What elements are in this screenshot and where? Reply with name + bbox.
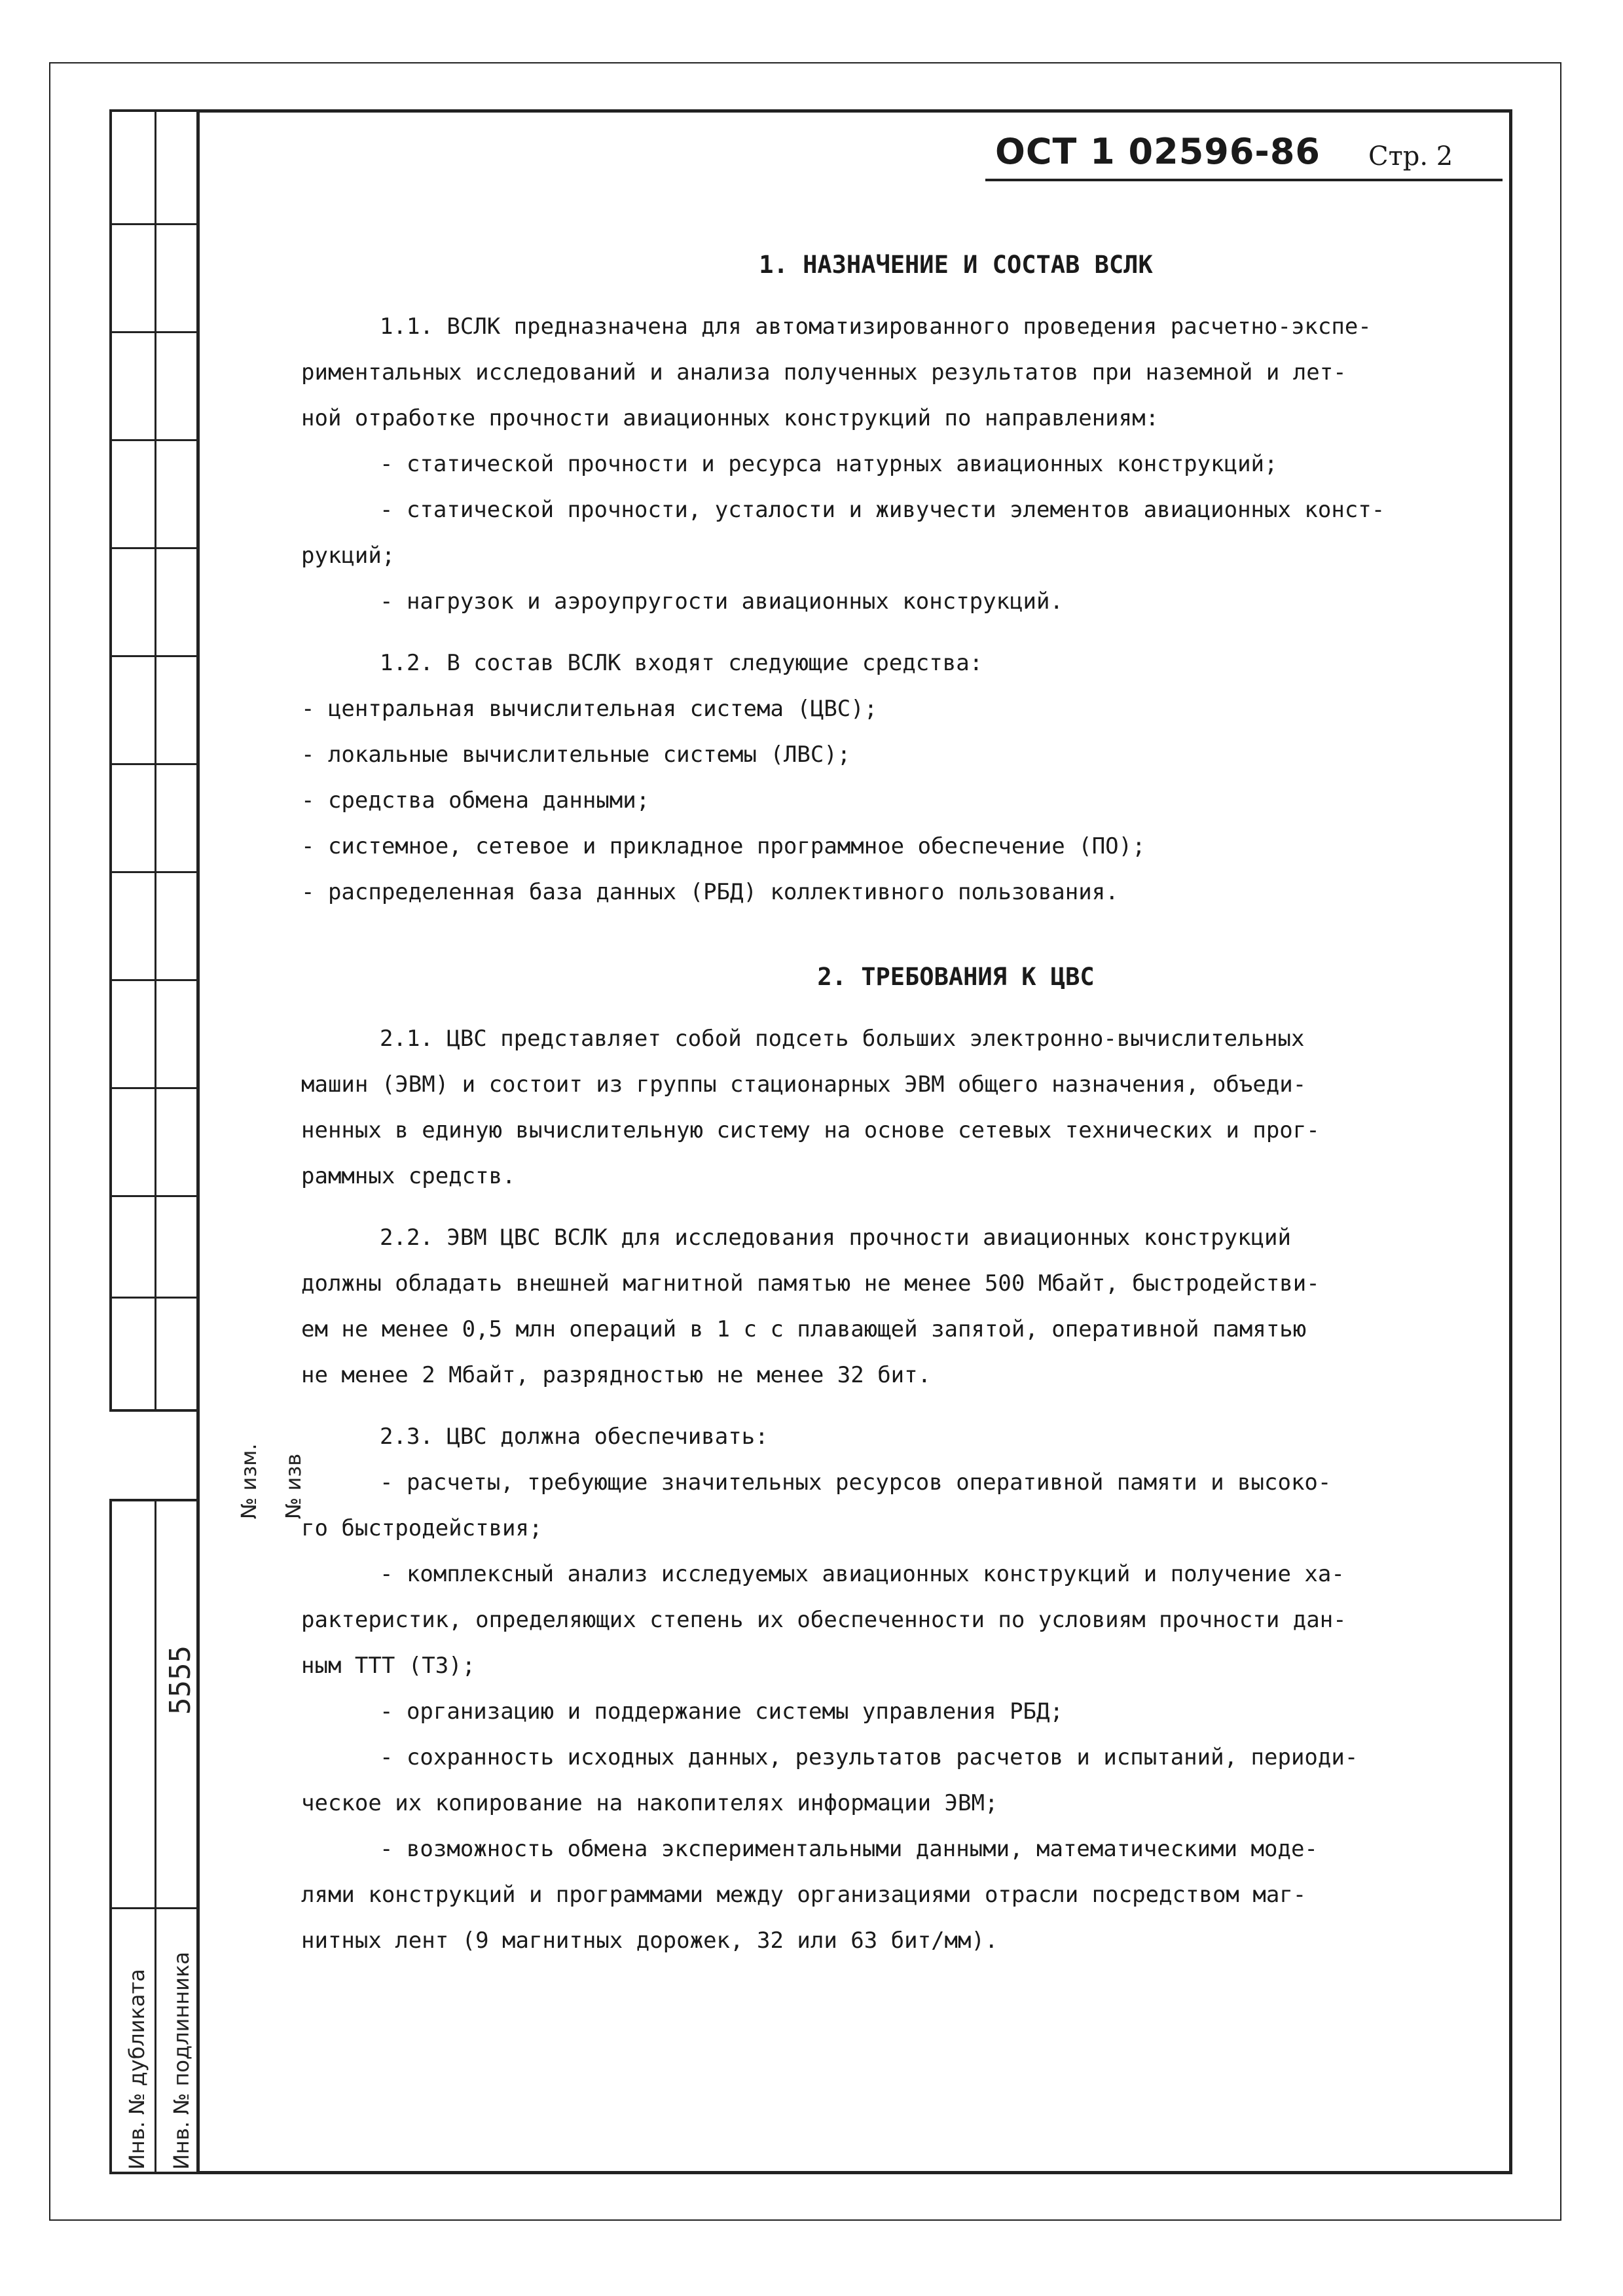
- change-number-label: № изм.: [236, 1443, 261, 1519]
- inventory-number: 5555: [164, 1645, 197, 1715]
- header-underline: [985, 179, 1503, 181]
- section-title: 2. ТРЕБОВАНИЯ К ЦВС: [817, 963, 1095, 991]
- list-item: - расчеты, требующие значительных ресурсов оперативной памяти и высоко- го быстродействия;: [301, 1469, 1332, 1541]
- paragraph: 2.1. ЦВС представляет собой подсеть больших электронно-вычислительных машин (ЭВМ) и состоит из группы стационарных ЭВМ общего назначения, объеди- ненных в единую вычислительную систему на основе сетевых технических и прог- раммных средств.: [301, 1026, 1320, 1189]
- list-item: - локальные вычислительные системы (ЛВС);: [301, 742, 851, 768]
- paragraph: 1.2. В состав ВСЛК входят следующие средства:: [380, 650, 983, 676]
- list-item: - комплексный анализ исследуемых авиационных конструкций и получение ха- рактеристик, определяющих степень их обеспеченности по условиям прочности дан- ным ТТТ (ТЗ);: [301, 1561, 1347, 1679]
- page-number: Стр. 2: [1368, 141, 1453, 171]
- list-item: - системное, сетевое и прикладное программное обеспечение (ПО);: [301, 833, 1146, 859]
- document-body: [301, 242, 1453, 1964]
- list-item: - организацию и поддержание системы управления РБД;: [380, 1698, 1063, 1725]
- document-code: ОСТ 1 02596-86: [995, 131, 1321, 172]
- paragraph: 2.2. ЭВМ ЦВС ВСЛК для исследования прочности авиационных конструкций должны обладать внешней магнитной памятью не менее 500 Мбайт, быстродействи- ем не менее 0,5 млн операций в 1 с с плавающей запятой, оперативной памятью не менее 2 Мбайт, разрядностью не менее 32 бит.: [301, 1225, 1320, 1388]
- paragraph: 2.3. ЦВС должна обеспечивать:: [380, 1424, 769, 1450]
- notice-number-label: № изв: [281, 1453, 306, 1519]
- list-item: - распределенная база данных (РБД) коллективного пользования.: [301, 879, 1119, 905]
- list-item: - возможность обмена экспериментальными данными, математическими моде- лями конструкций и программами между организациями отрасли посредством маг- нитных лент (9 магнитных дорожек, 32 или 63 бит/мм).: [301, 1836, 1318, 1954]
- list-item: - средства обмена данными;: [301, 787, 650, 814]
- paragraph: 1.1. ВСЛК предназначена для автоматизированного проведения расчетно-экспе- риментальных исследований и анализа полученных результатов при наземной и лет- ной отработке прочности авиационных конструкций по направлениям:: [301, 314, 1372, 431]
- list-item: - нагрузок и аэроупругости авиационных конструкций.: [380, 588, 1063, 615]
- list-item: - сохранность исходных данных, результатов расчетов и испытаний, периоди- ческое их копирование на накопителях информации ЭВМ;: [301, 1744, 1359, 1816]
- duplicate-inventory-label: Инв. № дубликата: [124, 1969, 149, 2170]
- section-title: 1. НАЗНАЧЕНИЕ И СОСТАВ ВСЛК: [759, 251, 1153, 279]
- change-record-strip: [109, 109, 306, 1519]
- list-item: - центральная вычислительная система (ЦВС);: [301, 696, 878, 722]
- list-item: - статической прочности, усталости и живучести элементов авиационных конст- рукций;: [301, 497, 1385, 569]
- original-inventory-label: Инв. № подлинника: [169, 1952, 194, 2170]
- list-item: - статической прочности и ресурса натурных авиационных конструкций;: [380, 451, 1278, 477]
